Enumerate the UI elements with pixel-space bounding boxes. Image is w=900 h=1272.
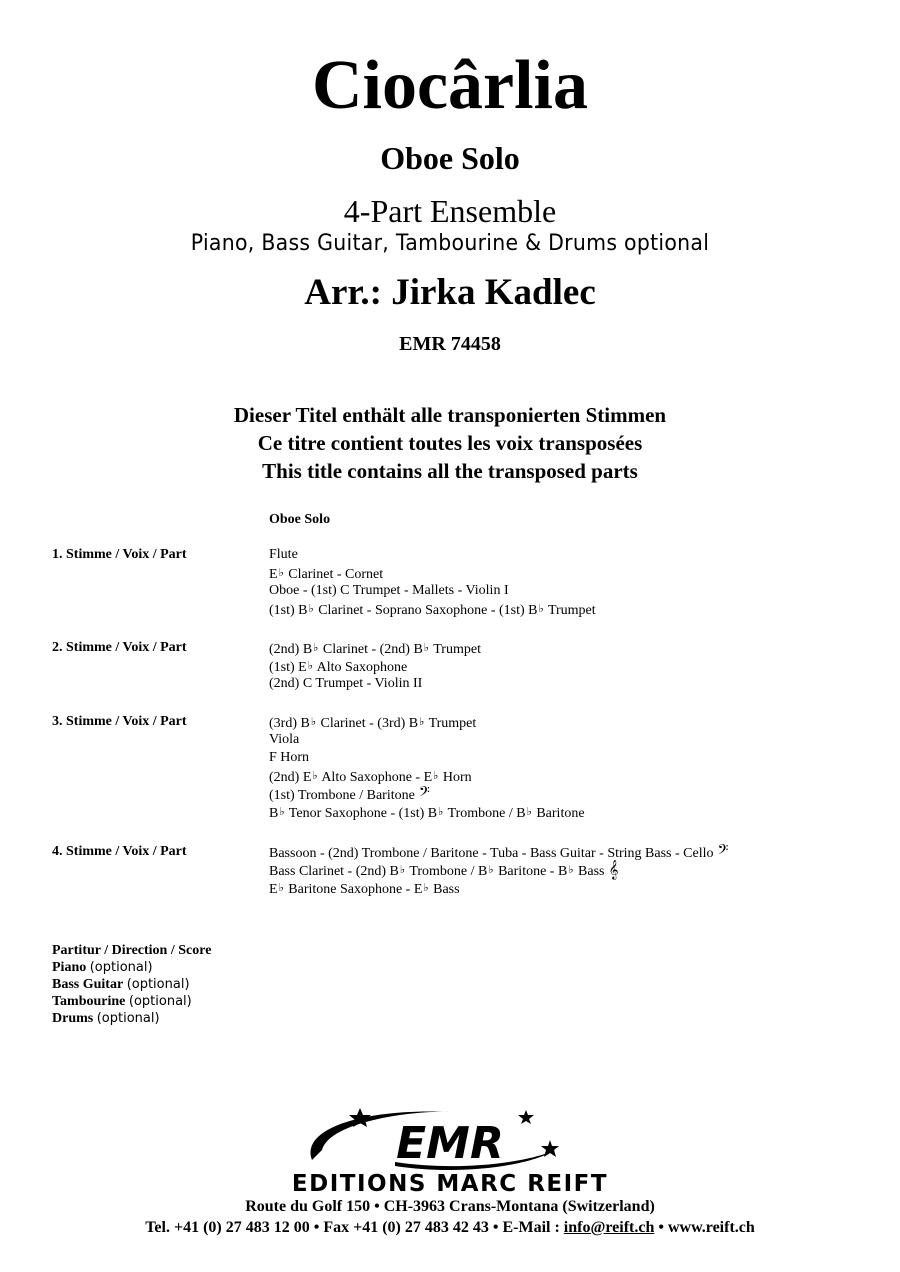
part-label: 4. Stimme / Voix / Part (52, 844, 187, 859)
instrument-text: (2nd) E (269, 770, 312, 785)
extra-item: Bass Guitar (optional) (52, 977, 190, 992)
instrument-text: (2nd) B (269, 642, 313, 657)
instrument-text: Baritone - B (494, 864, 568, 879)
page-title: Ciocârlia (311, 47, 589, 124)
instrument-text: Bass (429, 882, 460, 897)
instrument-text: (3rd) B (269, 716, 310, 731)
part-label: 3. Stimme / Voix / Part (52, 714, 187, 729)
instrument-text: Baritone Saxophone - E (284, 882, 423, 897)
instrument-text: Trombone / B (406, 864, 488, 879)
instrument-line (269, 546, 596, 564)
instrument-text: B (269, 806, 279, 821)
flat-symbol: ♭ (433, 769, 439, 782)
instrument-line (269, 639, 481, 657)
instrument-line (269, 582, 596, 600)
instrument-line (269, 861, 728, 879)
extra-item: Tambourine (optional) (52, 994, 192, 1009)
instrument-text: (2nd) C Trumpet - Violin II (269, 676, 423, 691)
instrument-text: Bass (574, 864, 605, 879)
instrument-text: Clarinet - (2nd) B (319, 642, 423, 657)
flat-symbol: ♭ (399, 863, 406, 876)
instrument-text: Oboe - (1st) C Trumpet - Mallets - Violin I (269, 583, 509, 598)
flat-symbol: ♭ (312, 769, 318, 782)
part-instrument-list (269, 843, 728, 897)
instrument-line (269, 675, 481, 693)
score-label: Partitur / Direction / Score (52, 943, 212, 958)
instrument-text: Bass Clarinet - (2nd) B (269, 864, 399, 879)
instrumentation: Piano, Bass Guitar, Tambourine & Drums optional (190, 231, 710, 256)
instrument-text: E (269, 882, 278, 897)
flat-symbol: ♭ (423, 641, 429, 654)
instrument-text: Bassoon - (2nd) Trombone / Baritone - Tuba - Bass Guitar - String Bass - Cello (269, 846, 714, 861)
instrument-line (269, 564, 596, 582)
flat-symbol: ♭ (488, 863, 494, 876)
note-english: This title contains all the transposed parts (262, 459, 638, 483)
part-instrument-list (269, 713, 585, 821)
flat-symbol: ♭ (308, 602, 314, 615)
note-french: Ce titre contient toutes les voix transposées (257, 431, 643, 455)
instrument-text: E (269, 567, 278, 582)
catalog-number: EMR 74458 (399, 333, 501, 355)
emr-logo-graphic (300, 1100, 570, 1175)
instrument-text: Flute (269, 547, 298, 562)
instrument-text: Trumpet (430, 642, 481, 657)
parts-header: Oboe Solo (269, 512, 331, 527)
instrument-line (269, 731, 585, 749)
publisher-name: EDITIONS MARC REIFT (291, 1171, 609, 1197)
extra-item: Drums (optional) (52, 1011, 160, 1026)
treble-clef-icon: 𝄞 (608, 860, 619, 880)
flat-symbol: ♭ (310, 715, 317, 728)
instrument-line (269, 713, 585, 731)
part-instrument-list (269, 546, 596, 618)
flat-symbol: ♭ (438, 805, 444, 818)
publisher-contact: Tel. +41 (0) 27 483 12 00 • Fax +41 (0) 27 483 42 43 • E-Mail : info@reift.ch • www.reift.ch (145, 1219, 755, 1236)
part-label: 2. Stimme / Voix / Part (52, 640, 187, 655)
instrument-text: Viola (269, 732, 300, 747)
flat-symbol: ♭ (279, 805, 285, 818)
flat-symbol: ♭ (526, 805, 532, 818)
instrument-line (269, 657, 481, 675)
flat-symbol: ♭ (538, 602, 544, 615)
instrument-text: Trombone / B (444, 806, 526, 821)
extra-item: Piano (optional) (52, 960, 153, 975)
note-german: Dieser Titel enthält alle transponierten Stimmen (233, 403, 667, 427)
instrument-line (269, 879, 728, 897)
instrument-text: Trumpet (544, 603, 596, 618)
instrument-text: Clarinet - Cornet (284, 567, 384, 582)
instrument-text: Tenor Saxophone - (1st) B (285, 806, 438, 821)
instrument-text: Clarinet - Soprano Saxophone - (1st) B (314, 603, 538, 618)
flat-symbol: ♭ (278, 881, 284, 894)
instrument-text: Clarinet - (3rd) B (317, 716, 419, 731)
instrument-text: Alto Saxophone - E (318, 770, 433, 785)
instrument-text: Trumpet (425, 716, 477, 731)
instrument-line (269, 749, 585, 767)
logo-text: EMR (396, 1118, 504, 1169)
email-link[interactable]: info@reift.ch (563, 1219, 655, 1236)
ensemble-type: 4-Part Ensemble (343, 193, 557, 229)
flat-symbol: ♭ (568, 863, 574, 876)
part-instrument-list (269, 639, 481, 693)
instrument-text: Baritone (532, 806, 585, 821)
instrument-text: Horn (439, 770, 472, 785)
part-label: 1. Stimme / Voix / Part (52, 547, 187, 562)
website: • www.reift.ch (654, 1219, 755, 1236)
bass-clef-icon: 𝄢 (418, 784, 430, 804)
bass-clef-icon: 𝄢 (717, 842, 729, 862)
flat-symbol: ♭ (313, 641, 319, 654)
instrument-line (269, 785, 585, 803)
emr-logo (300, 1100, 570, 1175)
instrument-line (269, 600, 596, 618)
subtitle: Oboe Solo (380, 140, 520, 176)
instrument-line (269, 803, 585, 821)
instrument-text: (1st) Trombone / Baritone (269, 788, 415, 803)
arranger: Arr.: Jirka Kadlec (304, 272, 596, 313)
flat-symbol: ♭ (278, 566, 284, 579)
instrument-text: (1st) B (269, 603, 308, 618)
instrument-text: (1st) E (269, 660, 307, 675)
publisher-address: Route du Golf 150 • CH-3963 Crans-Montana (Switzerland) (245, 1198, 655, 1215)
instrument-text: Alto Saxophone (313, 660, 408, 675)
flat-symbol: ♭ (419, 715, 425, 728)
instrument-line (269, 767, 585, 785)
instrument-line (269, 843, 728, 861)
instrument-text: F Horn (269, 750, 310, 765)
flat-symbol: ♭ (423, 881, 429, 894)
transposition-notes (0, 401, 900, 485)
flat-symbol: ♭ (307, 659, 313, 672)
extras-list (52, 942, 211, 1027)
